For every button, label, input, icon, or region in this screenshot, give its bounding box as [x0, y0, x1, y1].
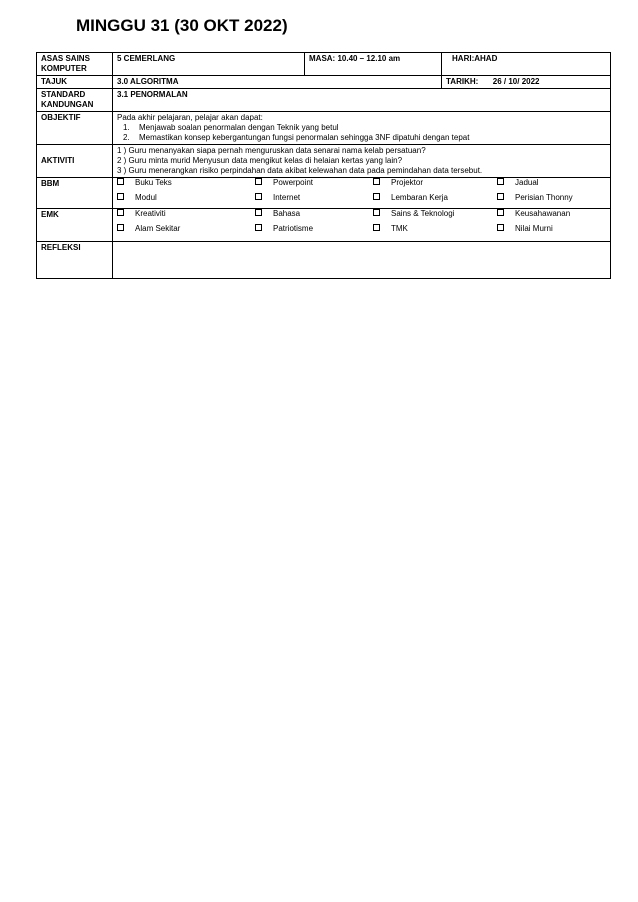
bbm-options: [113, 178, 611, 209]
checkbox-icon[interactable]: [117, 193, 124, 200]
aktiviti-item: 2 ) Guru minta murid Menyusun data mengikut kelas di helaian kertas yang lain?: [117, 156, 403, 165]
bbm-row: [37, 178, 611, 209]
subject-label: ASAS SAINS KOMPUTER: [37, 53, 113, 76]
emk-label: EMK: [37, 209, 113, 242]
checkbox-icon[interactable]: [373, 209, 380, 216]
objektif-row: [37, 112, 611, 145]
checkbox-icon[interactable]: [497, 209, 504, 216]
date-label: TARIKH:: [446, 77, 479, 86]
objektif-intro: Pada akhir pelajaran, pelajar akan dapat:: [117, 113, 263, 122]
refleksi-label: REFLEKSI: [37, 242, 113, 279]
checkbox-icon[interactable]: [373, 178, 380, 185]
bbm-label: BBM: [37, 178, 113, 209]
checkbox-icon[interactable]: [117, 224, 124, 231]
objektif-item: 2. Memastikan konsep kebergantungan fungsi penormalan sehingga 3NF dipatuhi dengan tepat: [123, 133, 470, 142]
emk-options: [113, 209, 611, 242]
checkbox-icon[interactable]: [497, 178, 504, 185]
bbm-option[interactable]: Lembaran Kerja: [373, 193, 497, 208]
checkbox-icon[interactable]: [117, 178, 124, 185]
page-title: MINGGU 31 (30 OKT 2022): [76, 16, 288, 35]
checkbox-icon[interactable]: [255, 209, 262, 216]
day-value: HARI:AHAD: [442, 53, 611, 76]
checkbox-icon[interactable]: [373, 193, 380, 200]
objektif-item: 1. Menjawab soalan penormalan dengan Teknik yang betul: [123, 123, 339, 132]
emk-option[interactable]: Kreativiti: [117, 209, 255, 224]
bbm-option[interactable]: Buku Teks: [117, 178, 255, 193]
checkbox-icon[interactable]: [255, 193, 262, 200]
aktiviti-label: AKTIVITI: [37, 145, 113, 178]
tajuk-row: [37, 76, 611, 89]
class-value: 5 CEMERLANG: [113, 53, 305, 76]
checkbox-icon[interactable]: [497, 193, 504, 200]
standard-row: [37, 89, 611, 112]
checkbox-icon[interactable]: [373, 224, 380, 231]
bbm-option[interactable]: Jadual: [497, 178, 606, 193]
objektif-label: OBJEKTIF: [37, 112, 113, 145]
emk-option[interactable]: Alam Sekitar: [117, 224, 255, 239]
header-row: [37, 53, 611, 76]
time-value: MASA: 10.40 – 12.10 am: [305, 53, 442, 76]
bbm-option[interactable]: Modul: [117, 193, 255, 208]
aktiviti-item: 3 ) Guru menerangkan risiko perpindahan data akibat kelewahan data pada pemindahan data tersebut.: [117, 166, 483, 175]
emk-row: [37, 209, 611, 242]
date-value: 26 / 10/ 2022: [492, 77, 540, 86]
standard-label: STANDARD KANDUNGAN: [37, 89, 113, 112]
aktiviti-content: [113, 145, 611, 178]
bbm-option[interactable]: Perisian Thonny: [497, 193, 606, 208]
emk-option[interactable]: Bahasa: [255, 209, 373, 224]
objektif-content: [113, 112, 611, 145]
lesson-plan-table: [36, 52, 611, 279]
emk-option[interactable]: Patriotisme: [255, 224, 373, 239]
emk-option[interactable]: Sains & Teknologi: [373, 209, 497, 224]
checkbox-icon[interactable]: [255, 224, 262, 231]
emk-option[interactable]: TMK: [373, 224, 497, 239]
refleksi-field[interactable]: [113, 242, 611, 279]
tajuk-label: TAJUK: [37, 76, 113, 89]
emk-option[interactable]: Nilai Murni: [497, 224, 606, 239]
date-cell: [442, 76, 611, 89]
aktiviti-row: [37, 145, 611, 178]
refleksi-row: [37, 242, 611, 279]
tajuk-value: 3.0 ALGORITMA: [113, 76, 442, 89]
bbm-option[interactable]: Internet: [255, 193, 373, 208]
bbm-option[interactable]: Powerpoint: [255, 178, 373, 193]
checkbox-icon[interactable]: [117, 209, 124, 216]
bbm-option[interactable]: Projektor: [373, 178, 497, 193]
standard-value: 3.1 PENORMALAN: [113, 89, 611, 112]
checkbox-icon[interactable]: [497, 224, 504, 231]
aktiviti-item: 1 ) Guru menanyakan siapa pernah menguruskan data senarai nama kelab persatuan?: [117, 146, 426, 155]
checkbox-icon[interactable]: [255, 178, 262, 185]
emk-option[interactable]: Keusahawanan: [497, 209, 606, 224]
